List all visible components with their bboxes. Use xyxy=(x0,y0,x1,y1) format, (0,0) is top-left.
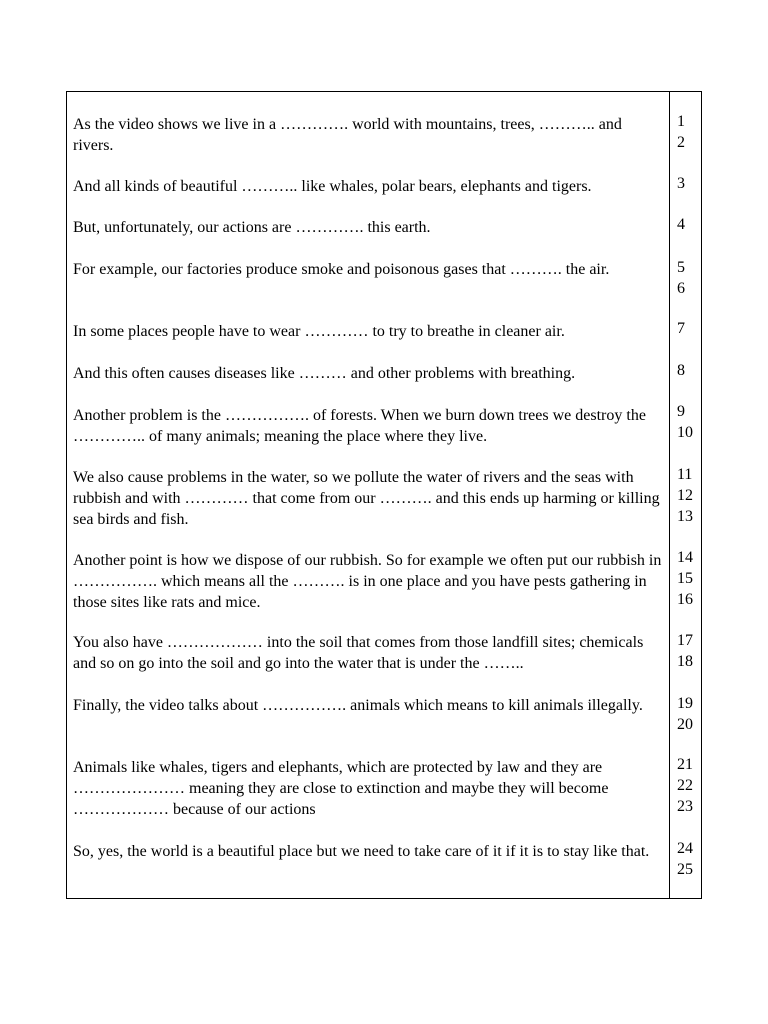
paragraph-6: And this often causes diseases like ……… and other problems with breathing. xyxy=(73,365,576,382)
line-number: 15 xyxy=(677,570,693,587)
paragraph-2: And all kinds of beautiful ……….. like whales, polar bears, elephants and tigers. xyxy=(73,178,592,195)
line-number: 1 xyxy=(677,113,685,130)
line-number: 3 xyxy=(677,175,685,192)
line-number: 13 xyxy=(677,508,693,525)
line-number: 20 xyxy=(677,716,693,733)
line-number: 2 xyxy=(677,134,685,151)
line-number: 23 xyxy=(677,798,693,815)
transcript-worksheet xyxy=(66,91,702,899)
line-number: 22 xyxy=(677,777,693,794)
paragraph-3: But, unfortunately, our actions are …………. this earth. xyxy=(73,219,431,236)
line-number: 17 xyxy=(677,632,693,649)
paragraph-4: For example, our factories produce smoke and poisonous gases that ………. the air. xyxy=(73,261,610,278)
paragraph-5: In some places people have to wear ………… to try to breathe in cleaner air. xyxy=(73,323,565,340)
line-number: 9 xyxy=(677,403,685,420)
line-number: 25 xyxy=(677,861,693,878)
line-number: 10 xyxy=(677,424,693,441)
paragraph-11: Finally, the video talks about ……………. animals which means to kill animals illegally. xyxy=(73,697,643,714)
line-number: 19 xyxy=(677,695,693,712)
line-number: 8 xyxy=(677,362,685,379)
paragraph-1: As the video shows we live in a …………. world with mountains, trees, ……….. and rivers. xyxy=(73,116,622,154)
line-number: 14 xyxy=(677,549,693,566)
line-number: 21 xyxy=(677,756,693,773)
line-number: 4 xyxy=(677,216,685,233)
paragraph-9: Another point is how we dispose of our rubbish. So for example we often put our rubbish in ……………. which means all the ………. is in one place and you have pests gathering in those sites like rats and mice. xyxy=(73,552,662,611)
paragraph-7: Another problem is the ……………. of forests. When we burn down trees we destroy the ………….. of many animals; meaning the place where they live. xyxy=(73,407,646,445)
paragraph-13: So, yes, the world is a beautiful place but we need to take care of it if it is to stay like that. xyxy=(73,843,650,860)
line-number: 12 xyxy=(677,487,693,504)
line-number: 11 xyxy=(677,466,693,483)
line-number: 18 xyxy=(677,653,693,670)
paragraph-8: We also cause problems in the water, so we pollute the water of rivers and the seas with rubbish and with ………… that come from our ………. and this ends up harming or killing sea birds and fish. xyxy=(73,469,660,528)
line-number: 16 xyxy=(677,591,693,608)
line-number: 6 xyxy=(677,280,685,297)
column-divider xyxy=(669,92,670,898)
line-number: 24 xyxy=(677,840,693,857)
line-number: 5 xyxy=(677,259,685,276)
paragraph-10: You also have ……………… into the soil that comes from those landfill sites; chemicals and so on go into the soil and go into the water that is under the …….. xyxy=(73,634,644,672)
paragraph-12: Animals like whales, tigers and elephants, which are protected by law and they are ………………… meaning they are close to extinction and maybe they will become ……………… because of our actions xyxy=(73,759,609,818)
line-number: 7 xyxy=(677,320,685,337)
